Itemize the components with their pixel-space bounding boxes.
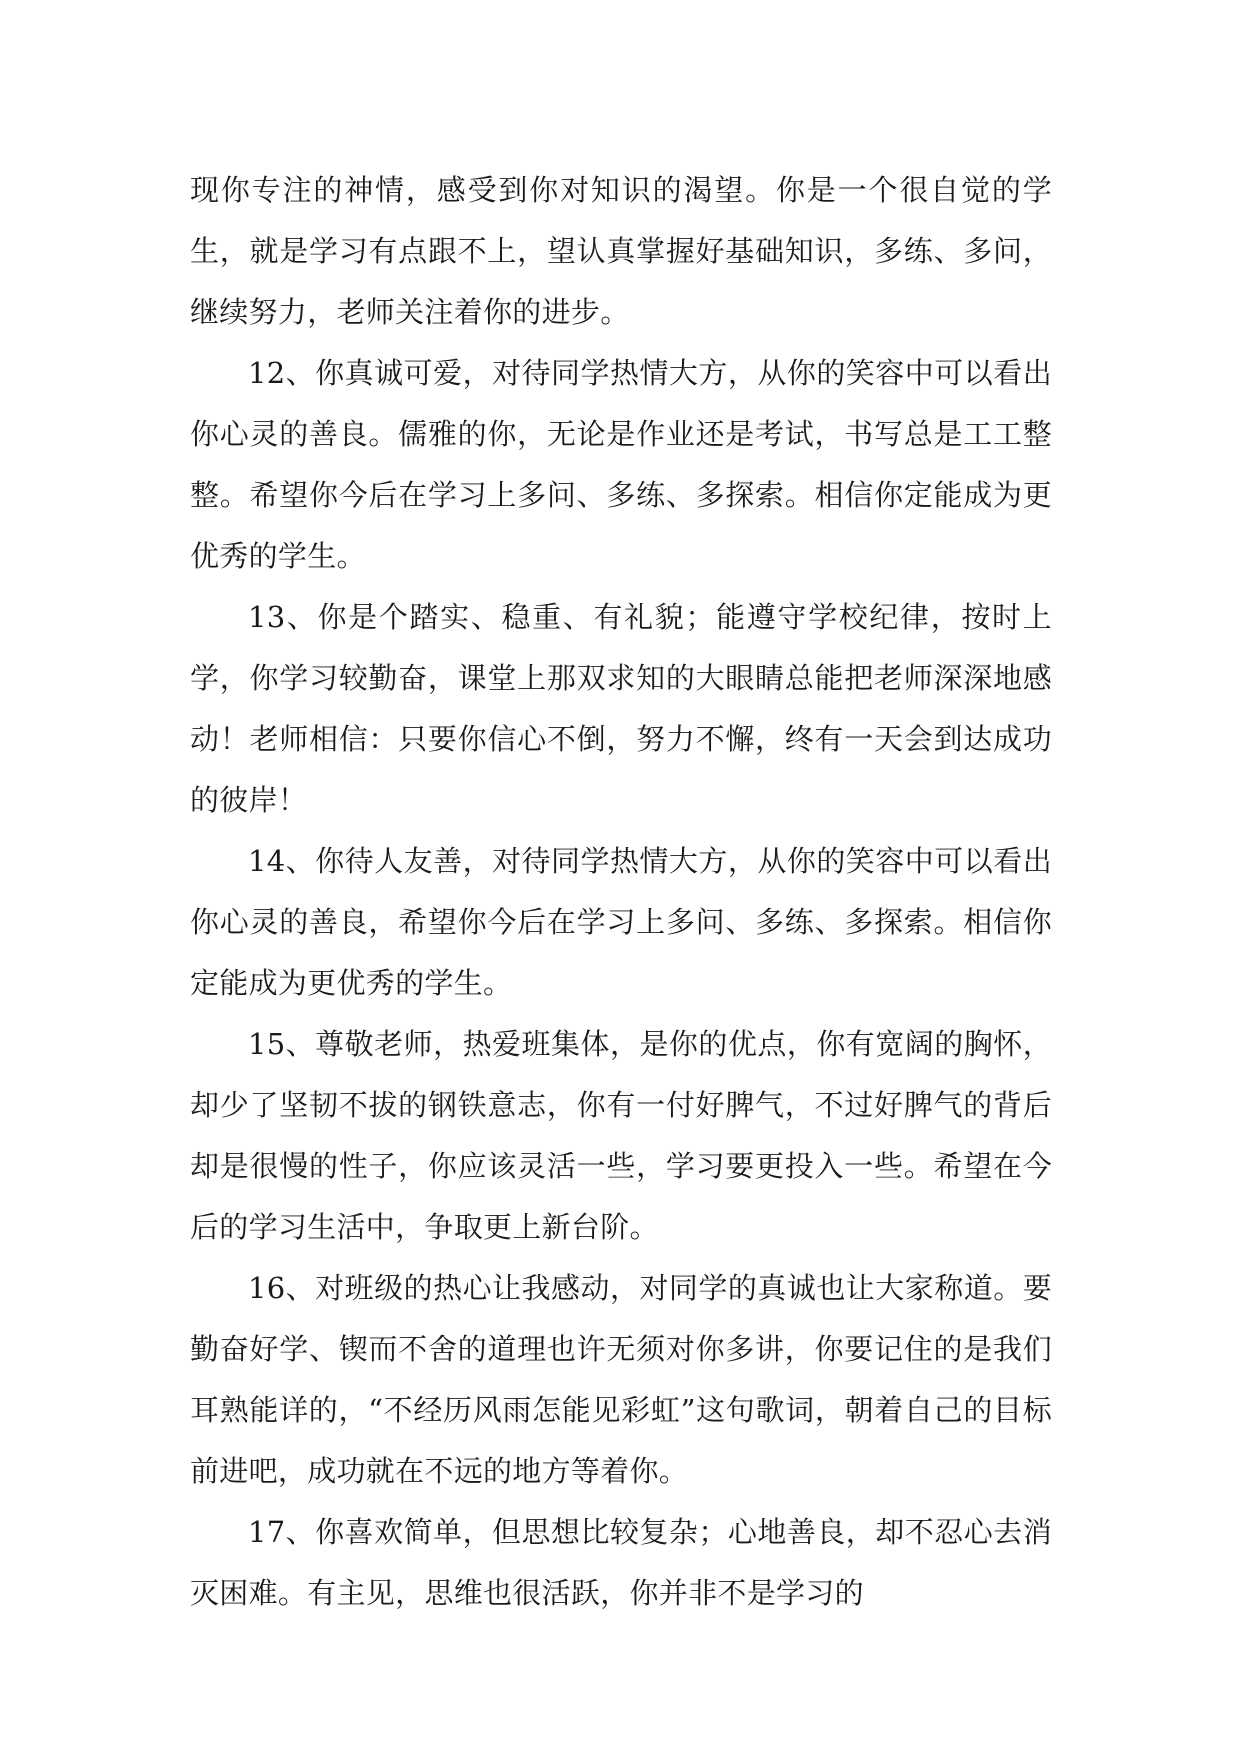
paragraph-15: 15、尊敬老师，热爱班集体，是你的优点，你有宽阔的胸怀，却少了坚韧不拔的钢铁意志，你有一付好脾气，不过好脾气的背后却是很慢的性子，你应该灵活一些，学习要更投入一些。希望在今后的学习生活中，争取更上新台阶。	[190, 1027, 1052, 1244]
paragraph-17: 17、你喜欢简单，但思想比较复杂；心地善良，却不忍心去消灭困难。有主见，思维也很活跃，你并非不是学习的	[190, 1515, 1052, 1610]
paragraph-13: 13、你是个踏实、稳重、有礼貌；能遵守学校纪律，按时上学，你学习较勤奋，课堂上那双求知的大眼睛总能把老师深深地感动！老师相信：只要你信心不倒，努力不懈，终有一天会到达成功的彼岸！	[190, 600, 1052, 817]
paragraph-14: 14、你待人友善，对待同学热情大方，从你的笑容中可以看出你心灵的善良，希望你今后在学习上多问、多练、多探索。相信你定能成为更优秀的学生。	[190, 844, 1052, 1000]
paragraph-12: 12、你真诚可爱，对待同学热情大方，从你的笑容中可以看出你心灵的善良。儒雅的你，无论是作业还是考试，书写总是工工整整。希望你今后在学习上多问、多练、多探索。相信你定能成为更优秀的学生。	[190, 356, 1052, 573]
document-body	[190, 160, 1052, 1624]
paragraph-continuation: 现你专注的神情，感受到你对知识的渴望。你是一个很自觉的学生，就是学习有点跟不上，望认真掌握好基础知识，多练、多问，继续努力，老师关注着你的进步。	[190, 173, 1052, 329]
paragraph-16: 16、对班级的热心让我感动，对同学的真诚也让大家称道。要勤奋好学、锲而不舍的道理也许无须对你多讲，你要记住的是我们耳熟能详的，“不经历风雨怎能见彩虹”这句歌词，朝着自己的目标前进吧，成功就在不远的地方等着你。	[190, 1271, 1052, 1488]
